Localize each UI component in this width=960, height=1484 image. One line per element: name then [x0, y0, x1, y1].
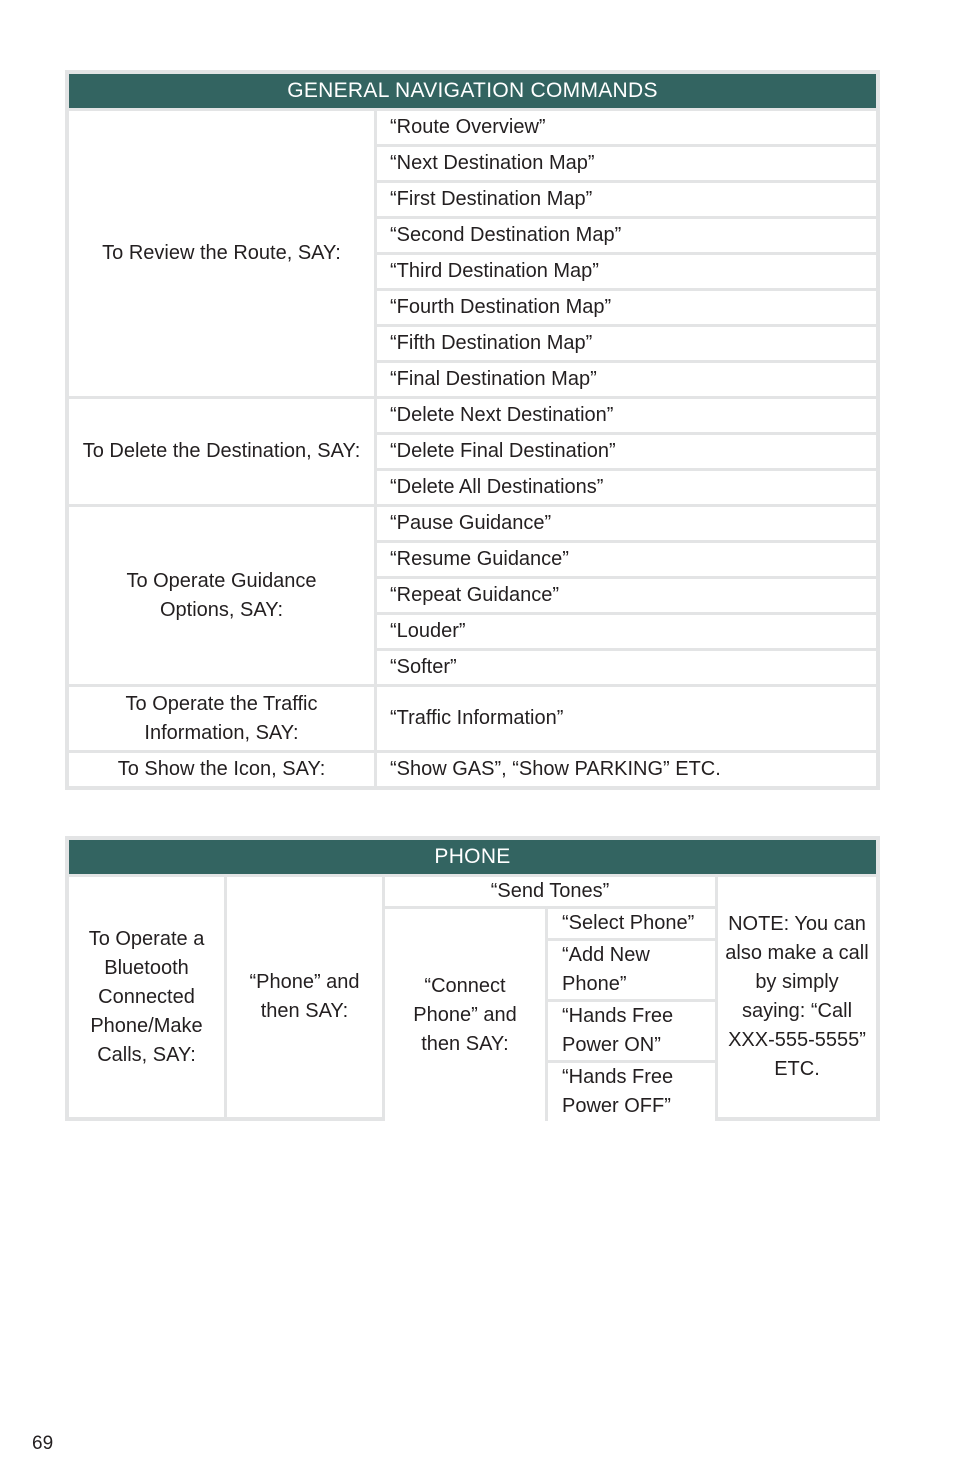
- nav-table-header: GENERAL NAVIGATION COMMANDS: [69, 74, 876, 108]
- row-label: To Operate the Traffic Information, SAY:: [69, 687, 374, 750]
- command-item: “Louder”: [377, 615, 876, 648]
- command-item: “Delete Final Destination”: [377, 435, 876, 468]
- command-item: “Show GAS”, “Show PARKING” ETC.: [377, 753, 876, 786]
- table-row: [69, 399, 876, 504]
- command-list: [377, 753, 876, 786]
- command-list: [377, 507, 876, 684]
- operate-phone-label: To Operate a Bluetooth Connected Phone/Make Calls, SAY:: [69, 877, 224, 1117]
- phone-note: NOTE: You can also make a call by simply saying: “Call XXX-555-5555” ETC.: [718, 877, 876, 1117]
- connect-phone-group: [385, 909, 715, 1121]
- command-item: “Route Overview”: [377, 111, 876, 144]
- connect-command-item: “Hands Free Power OFF”: [548, 1063, 715, 1121]
- command-item: “First Destination Map”: [377, 183, 876, 216]
- command-item: “Final Destination Map”: [377, 363, 876, 396]
- table-row: [69, 687, 876, 750]
- command-list: [377, 399, 876, 504]
- row-label: To Delete the Destination, SAY:: [69, 399, 374, 504]
- table-row: [69, 111, 876, 396]
- send-tones-command: “Send Tones”: [385, 877, 715, 906]
- command-list: [377, 687, 876, 750]
- connect-command-item: “Hands Free Power ON”: [548, 1002, 715, 1060]
- command-item: “Traffic Information”: [377, 687, 876, 750]
- table-row: [69, 507, 876, 684]
- phone-table-header: PHONE: [69, 840, 876, 874]
- command-list: [377, 111, 876, 396]
- command-item: “Softer”: [377, 651, 876, 684]
- phone-commands-table: [65, 836, 880, 1121]
- command-item: “Fourth Destination Map”: [377, 291, 876, 324]
- command-item: “Delete All Destinations”: [377, 471, 876, 504]
- connect-command-item: “Add New Phone”: [548, 941, 715, 999]
- command-item: “Delete Next Destination”: [377, 399, 876, 432]
- command-item: “Next Destination Map”: [377, 147, 876, 180]
- phone-table-body: [69, 877, 876, 1117]
- command-item: “Repeat Guidance”: [377, 579, 876, 612]
- row-label: To Review the Route, SAY:: [69, 111, 374, 396]
- row-label: To Show the Icon, SAY:: [69, 753, 374, 786]
- command-item: “Fifth Destination Map”: [377, 327, 876, 360]
- navigation-commands-table: [65, 70, 880, 790]
- connect-command-item: “Select Phone”: [548, 909, 715, 938]
- phone-subcommands: [385, 877, 715, 1117]
- page-number: 69: [32, 1433, 54, 1454]
- command-item: “Pause Guidance”: [377, 507, 876, 540]
- phone-then-label: “Phone” and then SAY:: [227, 877, 382, 1117]
- command-item: “Resume Guidance”: [377, 543, 876, 576]
- row-label: To Operate Guidance Options, SAY:: [69, 507, 374, 684]
- connect-command-list: [548, 909, 715, 1121]
- table-row: [69, 753, 876, 786]
- connect-phone-label: “Connect Phone” and then SAY:: [385, 909, 545, 1121]
- command-item: “Second Destination Map”: [377, 219, 876, 252]
- command-item: “Third Destination Map”: [377, 255, 876, 288]
